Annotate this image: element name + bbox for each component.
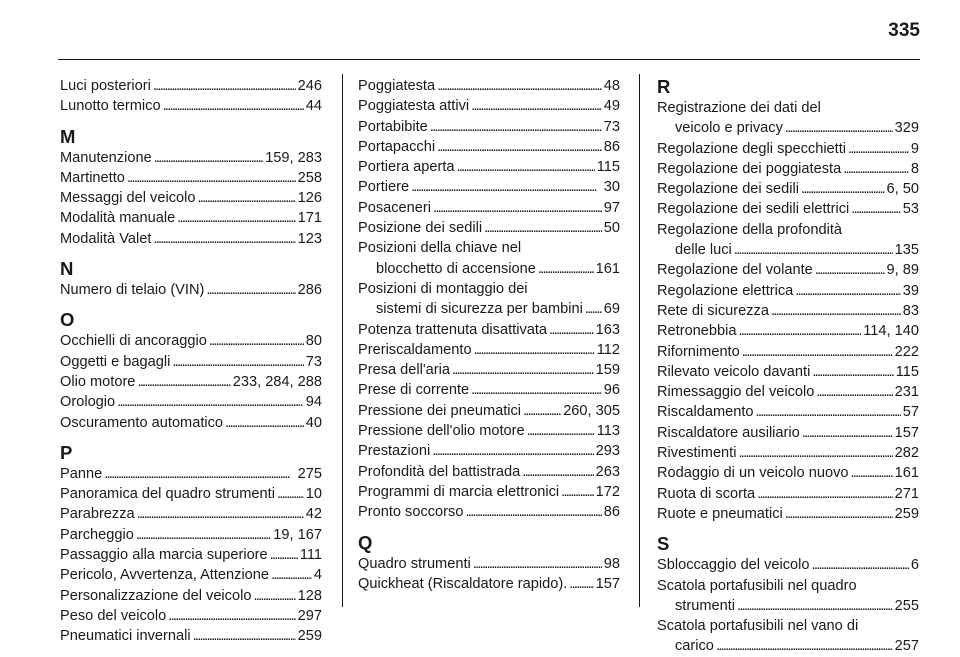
entry-page-ref: 86 [603, 504, 620, 521]
entry-term: Passaggio alla marcia superiore [60, 547, 268, 564]
index-entry [657, 443, 919, 463]
entry-page-ref: 259 [894, 505, 919, 522]
entry-page-ref: 157 [894, 424, 919, 441]
index-entry [358, 574, 620, 594]
index-entry [60, 372, 322, 392]
entry-page-ref: 297 [297, 607, 322, 624]
index-entry [657, 362, 919, 382]
entry-page-ref: 135 [894, 242, 919, 259]
entry-page-ref: 49 [603, 98, 620, 115]
dot-leader [471, 96, 602, 116]
index-entry [358, 320, 620, 340]
index-entry [358, 554, 620, 574]
index-entry [60, 413, 322, 433]
entry-term: Portabibite [358, 118, 428, 135]
dot-leader [843, 159, 909, 179]
index-entry [358, 238, 620, 279]
index-entry [60, 545, 322, 565]
index-entry [60, 565, 322, 585]
entry-term: Pressione dell'olio motore [358, 423, 525, 440]
index-entry [60, 626, 322, 646]
index-entry [657, 179, 919, 199]
entry-page-ref: 44 [305, 98, 322, 115]
entry-page-ref: 286 [297, 282, 322, 299]
dot-leader [474, 340, 595, 360]
entry-page-ref: 282 [894, 445, 919, 462]
entry-term: carico [675, 638, 714, 655]
dot-leader [411, 177, 602, 197]
dot-leader [738, 443, 892, 463]
entry-page-ref: 40 [305, 414, 322, 431]
dot-leader [522, 462, 593, 482]
entry-page-ref: 4 [313, 567, 322, 584]
index-entry [358, 502, 620, 522]
entry-page-ref: 222 [894, 343, 919, 360]
entry-term: Orologio [60, 394, 116, 411]
index-entry [358, 401, 620, 421]
index-entry [358, 137, 620, 157]
entry-page-ref: 161 [894, 465, 919, 482]
entry-term: Parcheggio [60, 526, 134, 543]
entry-term: Regolazione del volante [657, 262, 813, 279]
dot-leader [739, 321, 862, 341]
index-entry [657, 463, 919, 483]
entry-page-ref: 50 [603, 220, 620, 237]
entry-page-ref: 159 [595, 362, 620, 379]
entry-term: Regolazione elettrica [657, 282, 794, 299]
index-letter: S [657, 533, 670, 555]
dot-leader [785, 118, 893, 138]
index-entry [657, 402, 919, 422]
entry-page-ref: 126 [297, 190, 322, 207]
dot-leader [756, 402, 901, 422]
dot-leader [816, 382, 892, 402]
index-entry [358, 482, 620, 502]
dot-leader [848, 139, 909, 159]
entry-page-ref: 39 [902, 282, 919, 299]
entry-term: sistemi di sicurezza per bambini [376, 301, 583, 318]
index-entry [358, 380, 620, 400]
index-entry [60, 280, 322, 300]
entry-page-ref: 115 [895, 363, 919, 380]
index-entry [657, 199, 919, 219]
index-entry [358, 218, 620, 238]
entry-term: Manutenzione [60, 149, 152, 166]
index-entry [358, 279, 620, 320]
column-divider-left [342, 74, 343, 607]
entry-page-ref: 293 [595, 443, 620, 460]
entry-term: Panoramica del quadro strumenti [60, 486, 275, 503]
entry-term: Occhielli di ancoraggio [60, 333, 207, 350]
dot-leader [716, 636, 893, 656]
entry-page-ref: 111 [299, 547, 322, 564]
entry-page-ref: 19, 167 [273, 526, 322, 543]
index-letter: R [657, 76, 671, 97]
dot-leader [737, 596, 893, 616]
entry-term: Sbloccaggio del veicolo [657, 557, 810, 574]
dot-leader [153, 229, 295, 249]
entry-term: Scatola portafusibili nel vano di [657, 618, 859, 635]
entry-term: Rifornimento [657, 343, 740, 360]
entry-page-ref: 97 [603, 199, 620, 216]
dot-leader [785, 504, 893, 524]
entry-term: Lunotto termico [60, 98, 161, 115]
index-entry [358, 157, 620, 177]
entry-term: Rodaggio di un veicolo nuovo [657, 465, 849, 482]
entry-term: Posizioni di montaggio dei [358, 280, 528, 297]
entry-page-ref: 161 [595, 260, 620, 277]
dot-leader [253, 586, 295, 606]
entry-term: Posizione dei sedili [358, 220, 483, 237]
entry-term: Regolazione dei sedili elettrici [657, 201, 850, 218]
index-entry [358, 76, 620, 96]
entry-page-ref: 157 [595, 575, 620, 592]
entry-term: Messaggi del veicolo [60, 190, 196, 207]
index-entry [358, 96, 620, 116]
entry-term: Pronto soccorso [358, 504, 464, 521]
dot-leader [473, 554, 602, 574]
entry-page-ref: 114, 140 [863, 323, 919, 340]
dot-leader [168, 606, 295, 626]
index-entry [358, 340, 620, 360]
dot-leader [815, 260, 885, 280]
entry-page-ref: 128 [297, 587, 322, 604]
entry-page-ref: 263 [595, 463, 620, 480]
index-entry [60, 331, 322, 351]
dot-leader [812, 362, 893, 382]
entry-term: Riscaldatore ausiliario [657, 424, 800, 441]
entry-term: Poggiatesta [358, 78, 436, 94]
entry-term: Parabrezza [60, 506, 135, 523]
dot-leader [153, 76, 296, 96]
entry-term: Rimessaggio del veicolo [657, 384, 815, 401]
entry-term: Pericolo, Avvertenza, Attenzione [60, 567, 270, 584]
index-entry [60, 168, 322, 188]
entry-page-ref: 271 [894, 485, 919, 502]
entry-page-ref: 10 [305, 486, 322, 503]
dot-leader [277, 484, 304, 504]
entry-page-ref: 246 [297, 78, 322, 94]
entry-page-ref: 163 [595, 321, 620, 338]
entry-term: Posaceneri [358, 199, 432, 216]
index-entry [60, 586, 322, 606]
entry-page-ref: 57 [902, 404, 919, 421]
entry-page-ref: 171 [297, 210, 322, 227]
entry-page-ref: 53 [902, 201, 919, 218]
dot-leader [225, 413, 304, 433]
index-entry [657, 382, 919, 402]
index-entry [657, 423, 919, 443]
entry-page-ref: 113 [596, 423, 620, 440]
dot-leader [523, 401, 561, 421]
entry-page-ref: 112 [596, 341, 620, 358]
dot-leader [137, 372, 230, 392]
index-entry [657, 484, 919, 504]
index-entry [60, 76, 322, 96]
entry-term: Poggiatesta attivi [358, 98, 470, 115]
entry-page-ref: 255 [894, 597, 919, 614]
entry-term: Riscaldamento [657, 404, 754, 421]
index-entry [60, 208, 322, 228]
header-rule [58, 59, 920, 60]
dot-leader [206, 280, 295, 300]
entry-term: Portapacchi [358, 138, 436, 155]
entry-term: Rivestimenti [657, 445, 737, 462]
dot-leader [136, 525, 271, 545]
dot-leader [154, 148, 264, 168]
dot-leader [437, 137, 602, 157]
entry-term: Profondità del battistrada [358, 463, 521, 480]
dot-leader [430, 117, 602, 137]
index-entry [657, 616, 919, 657]
entry-term: Quickheat (Riscaldatore rapido). [358, 575, 568, 592]
entry-term: Peso del veicolo [60, 607, 167, 624]
index-letter: Q [358, 531, 373, 553]
index-entry [657, 260, 919, 280]
index-entry [60, 188, 322, 208]
entry-term: Scatola portafusibili nel quadro [657, 577, 857, 594]
index-column-3 [657, 76, 919, 657]
entry-term: veicolo e privacy [675, 120, 783, 137]
index-entry [60, 392, 322, 412]
dot-leader [177, 208, 295, 228]
entry-term: Modalità manuale [60, 210, 176, 227]
entry-page-ref: 80 [305, 333, 322, 350]
entry-page-ref: 96 [603, 382, 620, 399]
index-entry [60, 352, 322, 372]
dot-leader [734, 240, 893, 260]
dot-leader [197, 188, 295, 208]
entry-page-ref: 233, 284, 288 [232, 373, 322, 390]
dot-leader [850, 463, 892, 483]
index-entry [657, 504, 919, 524]
index-entry [60, 464, 322, 484]
dot-leader [549, 320, 594, 340]
entry-term: Pressione dei pneumatici [358, 402, 522, 419]
index-entry [358, 360, 620, 380]
entry-term: Regolazione dei sedili [657, 181, 799, 198]
index-entry [657, 159, 919, 179]
entry-term: Ruote e pneumatici [657, 505, 783, 522]
entry-term: Portiere [358, 179, 410, 196]
entry-page-ref: 8 [910, 160, 919, 177]
entry-page-ref: 73 [305, 353, 322, 370]
index-column-1 [60, 76, 322, 647]
dot-leader [851, 199, 901, 219]
dot-leader [471, 380, 602, 400]
entry-term: Olio motore [60, 373, 136, 390]
entry-page-ref: 172 [595, 483, 620, 500]
index-entry [60, 606, 322, 626]
dot-leader [452, 360, 594, 380]
entry-page-ref: 30 [603, 179, 620, 196]
dot-leader [757, 484, 892, 504]
dot-leader [117, 392, 304, 412]
index-entry [60, 504, 322, 524]
entry-page-ref: 73 [603, 118, 620, 135]
entry-term: Oscuramento automatico [60, 414, 224, 431]
index-column-2 [358, 76, 620, 594]
entry-term: Potenza trattenuta disattivata [358, 321, 548, 338]
dot-leader [432, 441, 593, 461]
entry-term: Regolazione dei poggiatesta [657, 160, 842, 177]
entry-page-ref: 48 [603, 78, 620, 94]
index-entry [60, 96, 322, 116]
dot-leader [561, 482, 594, 502]
dot-leader [538, 259, 594, 279]
dot-leader [802, 423, 893, 443]
dot-leader [137, 504, 304, 524]
entry-term: Prestazioni [358, 443, 431, 460]
index-entry [657, 301, 919, 321]
entry-term: Regolazione degli specchietti [657, 140, 847, 157]
dot-leader [585, 299, 602, 319]
index-entry [358, 421, 620, 441]
entry-page-ref: 94 [305, 394, 322, 411]
entry-page-ref: 231 [894, 384, 919, 401]
entry-page-ref: 115 [596, 159, 620, 176]
index-entry [60, 525, 322, 545]
entry-page-ref: 123 [297, 230, 322, 247]
index-entry [657, 342, 919, 362]
entry-page-ref: 6, 50 [886, 181, 919, 198]
entry-page-ref: 257 [894, 638, 919, 655]
entry-term: Programmi di marcia elettronici [358, 483, 560, 500]
entry-term: Rete di sicurezza [657, 302, 769, 319]
entry-term: Registrazione dei dati del [657, 100, 821, 116]
index-entry [358, 177, 620, 197]
dot-leader [271, 565, 312, 585]
entry-term: Retronebbia [657, 323, 737, 340]
dot-leader [209, 331, 304, 351]
entry-page-ref: 42 [305, 506, 322, 523]
entry-page-ref: 9 [910, 140, 919, 157]
index-entry [60, 484, 322, 504]
entry-term: Oggetti e bagagli [60, 353, 171, 370]
entry-term: Posizioni della chiave nel [358, 240, 522, 257]
dot-leader [104, 464, 295, 484]
index-entry [657, 220, 919, 261]
entry-page-ref: 258 [297, 169, 322, 186]
index-letter: N [60, 258, 74, 280]
entry-page-ref: 275 [297, 465, 322, 482]
entry-term: Ruota di scorta [657, 485, 756, 502]
index-entry [358, 441, 620, 461]
entry-term: Modalità Valet [60, 230, 152, 247]
dot-leader [193, 626, 296, 646]
entry-term: Quadro strumenti [358, 555, 471, 572]
dot-leader [172, 352, 303, 372]
entry-term: Preriscaldamento [358, 341, 472, 358]
dot-leader [527, 421, 595, 441]
index-entry [657, 139, 919, 159]
dot-leader [127, 168, 296, 188]
index-entry [657, 98, 919, 139]
dot-leader [742, 342, 893, 362]
entry-term: strumenti [675, 597, 736, 614]
column-divider-right [639, 74, 640, 607]
page-number: 335 [888, 20, 920, 41]
dot-leader [270, 545, 298, 565]
entry-page-ref: 329 [894, 120, 919, 137]
entry-page-ref: 259 [297, 628, 322, 645]
entry-page-ref: 9, 89 [886, 262, 919, 279]
entry-term: delle luci [675, 242, 732, 259]
entry-page-ref: 83 [902, 302, 919, 319]
dot-leader [771, 301, 901, 321]
dot-leader [465, 502, 601, 522]
index-letter: P [60, 441, 73, 463]
index-entry [358, 117, 620, 137]
entry-term: Presa dell'aria [358, 362, 451, 379]
entry-term: Portiera aperta [358, 159, 455, 176]
entry-term: Personalizzazione del veicolo [60, 587, 252, 604]
entry-page-ref: 86 [603, 138, 620, 155]
dot-leader [457, 157, 595, 177]
entry-term: Regolazione della profondità [657, 221, 842, 238]
dot-leader [433, 198, 602, 218]
index-letter: M [60, 125, 76, 147]
index-entry [358, 198, 620, 218]
index-entry [60, 229, 322, 249]
entry-term: Panne [60, 465, 103, 482]
index-entry [657, 281, 919, 301]
entry-page-ref: 69 [603, 301, 620, 318]
entry-page-ref: 260, 305 [563, 402, 620, 419]
dot-leader [812, 555, 909, 575]
entry-term: Pneumatici invernali [60, 628, 191, 645]
entry-term: Numero di telaio (VIN) [60, 282, 205, 299]
entry-page-ref: 159, 283 [265, 149, 322, 166]
entry-term: Prese di corrente [358, 382, 470, 399]
dot-leader [569, 574, 593, 594]
entry-term: Martinetto [60, 169, 125, 186]
index-entry [657, 321, 919, 341]
index-letter: O [60, 309, 75, 331]
dot-leader [484, 218, 602, 238]
dot-leader [163, 96, 304, 116]
index-entry [60, 148, 322, 168]
entry-term: Rilevato veicolo davanti [657, 363, 811, 380]
entry-term: blocchetto di accensione [376, 260, 536, 277]
entry-term: Luci posteriori [60, 78, 151, 94]
index-entry [657, 576, 919, 617]
dot-leader [801, 179, 885, 199]
index-entry [358, 462, 620, 482]
dot-leader [795, 281, 900, 301]
index-entry [657, 555, 919, 575]
entry-page-ref: 98 [603, 555, 620, 572]
dot-leader [437, 76, 602, 96]
entry-page-ref: 6 [910, 557, 919, 574]
